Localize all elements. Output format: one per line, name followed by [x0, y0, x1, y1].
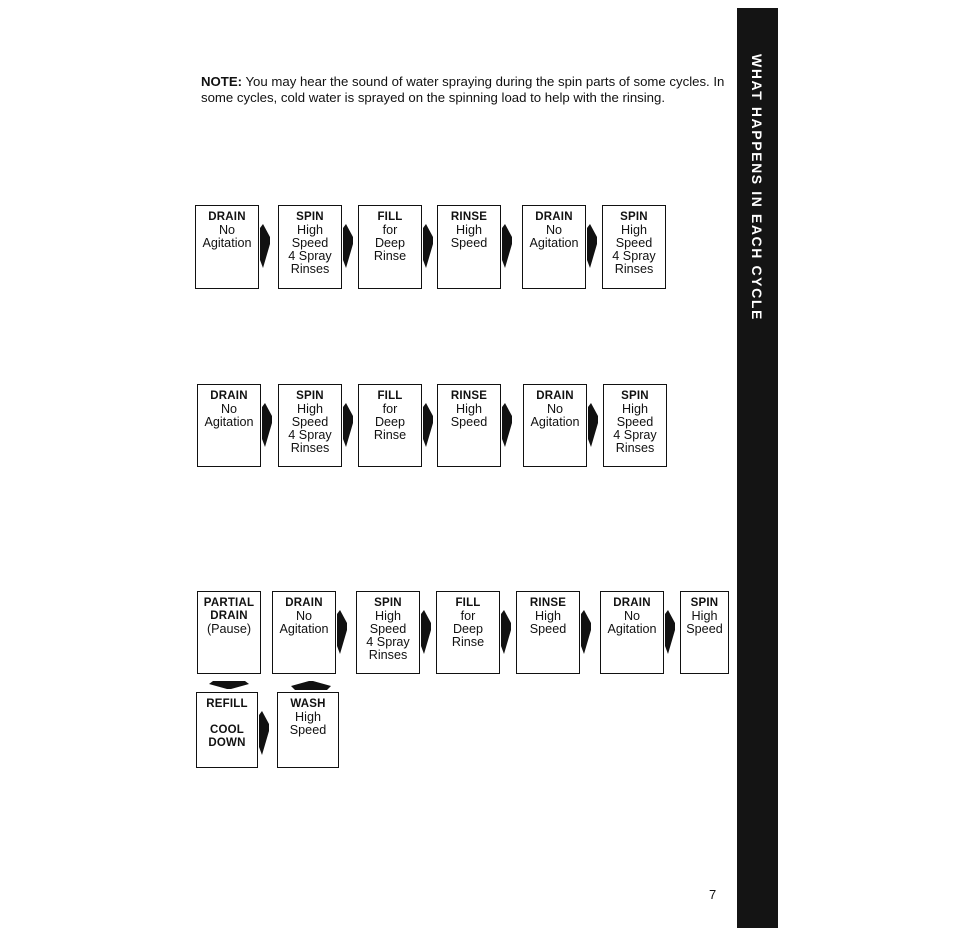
- step-line: Rinses: [614, 262, 654, 276]
- flow-arrow-icon: [421, 610, 431, 654]
- cycle-step-row1-3: [358, 205, 422, 289]
- step-line: Agitation: [202, 236, 252, 250]
- step-line: COOL: [209, 724, 245, 736]
- step-line: Rinses: [290, 441, 330, 455]
- step-line: Rinses: [368, 648, 408, 662]
- step-line: Speed: [686, 622, 723, 636]
- step-line: 4 Spray: [288, 428, 332, 442]
- step-title: FILL: [377, 211, 403, 223]
- flow-arrow-icon: [501, 610, 511, 654]
- flow-arrow-icon: [262, 403, 272, 447]
- step-title: DRAIN: [208, 211, 246, 223]
- step-line: Speed: [450, 415, 488, 429]
- step-title: RINSE: [450, 390, 488, 402]
- step-line: Speed: [529, 622, 567, 636]
- cycle-step-row2-2: [278, 384, 342, 467]
- step-title: WASH: [290, 698, 326, 710]
- step-line: No: [220, 402, 238, 416]
- flow-arrow-icon: [259, 711, 269, 755]
- note-text: You may hear the sound of water spraying during the spin parts of some cycles. In some cycles, cold water is sprayed on the spinning load to help with the rinsing.: [201, 74, 725, 105]
- note-label: NOTE:: [201, 74, 243, 89]
- step-line: Agitation: [607, 622, 657, 636]
- step-line: Deep: [452, 622, 484, 636]
- step-line: No: [218, 223, 236, 237]
- step-line: 4 Spray: [612, 249, 656, 263]
- step-line: for: [382, 402, 398, 416]
- step-line: 4 Spray: [288, 249, 332, 263]
- step-line: (Pause): [206, 622, 252, 636]
- step-title: DRAIN: [613, 597, 651, 609]
- step-line: Speed: [616, 415, 654, 429]
- step-line: High: [297, 402, 323, 416]
- step-title: FILL: [455, 597, 481, 609]
- step-line: Agitation: [530, 415, 580, 429]
- flow-arrow-icon: [665, 610, 675, 654]
- sidebar-tab: [737, 8, 778, 928]
- flow-arrow-icon: [343, 224, 353, 268]
- step-line: Speed: [615, 236, 653, 250]
- step-title: SPIN: [690, 597, 719, 609]
- cycle-step-row1-2: [278, 205, 342, 289]
- step-line: No: [295, 609, 313, 623]
- step-title: DRAIN: [210, 390, 248, 402]
- step-line: Speed: [291, 415, 329, 429]
- cycle-step-row2-3: [358, 384, 422, 467]
- flow-arrow-icon: [581, 610, 591, 654]
- step-line: High: [621, 223, 647, 237]
- cycle-step-row3-1: [197, 591, 261, 674]
- page-number: 7: [709, 887, 717, 902]
- cycle-step-row3-2: [272, 591, 336, 674]
- step-line: No: [546, 402, 564, 416]
- cycle-step-row3-5: [516, 591, 580, 674]
- step-line: Agitation: [529, 236, 579, 250]
- step-title: REFILL: [206, 698, 248, 710]
- step-line: DOWN: [208, 737, 246, 749]
- step-line: Rinse: [373, 428, 407, 442]
- step-line: Deep: [374, 236, 406, 250]
- step-title: SPIN: [296, 390, 324, 402]
- cycle-step-row4-2: [277, 692, 339, 768]
- step-line: Speed: [450, 236, 488, 250]
- cycle-step-row1-1: [195, 205, 259, 289]
- step-title: SPIN: [621, 390, 649, 402]
- step-line: for: [460, 609, 476, 623]
- cycle-step-row3-4: [436, 591, 500, 674]
- flow-arrow-icon: [343, 403, 353, 447]
- cycle-step-row1-6: [602, 205, 666, 289]
- cycle-step-row1-4: [437, 205, 501, 289]
- step-title: RINSE: [529, 597, 567, 609]
- step-line: Speed: [289, 723, 327, 737]
- step-line: High: [691, 609, 718, 623]
- flow-arrow-icon: [587, 224, 597, 268]
- cycle-step-row3-7: [680, 591, 729, 674]
- step-line: Speed: [291, 236, 329, 250]
- flow-arrow-icon: [260, 224, 270, 268]
- step-line: High: [535, 609, 561, 623]
- step-line: Rinses: [290, 262, 330, 276]
- step-line: 4 Spray: [366, 635, 410, 649]
- down-arrow-icon: [209, 677, 249, 687]
- flow-arrow-icon: [337, 610, 347, 654]
- step-line: Agitation: [279, 622, 329, 636]
- step-line: Rinse: [451, 635, 485, 649]
- step-title: SPIN: [374, 597, 402, 609]
- cycle-step-row2-4: [437, 384, 501, 467]
- step-title: SPIN: [296, 211, 324, 223]
- step-title: FILL: [377, 390, 403, 402]
- step-title: RINSE: [450, 211, 488, 223]
- cycle-step-row2-1: [197, 384, 261, 467]
- step-line: High: [456, 402, 482, 416]
- step-line: for: [382, 223, 398, 237]
- step-line: High: [375, 609, 401, 623]
- step-line: High: [622, 402, 648, 416]
- step-title: SPIN: [620, 211, 648, 223]
- step-line: High: [456, 223, 482, 237]
- step-title: DRAIN: [285, 597, 323, 609]
- cycle-step-row1-5: [522, 205, 586, 289]
- sidebar-title: WHAT HAPPENS IN EACH CYCLE: [749, 54, 765, 321]
- step-line: Deep: [374, 415, 406, 429]
- step-line: [197, 711, 257, 724]
- step-line: No: [545, 223, 563, 237]
- step-line: Speed: [369, 622, 407, 636]
- flow-arrow-icon: [588, 403, 598, 447]
- step-line: Rinses: [615, 441, 655, 455]
- flow-arrow-icon: [502, 403, 512, 447]
- step-line: Agitation: [204, 415, 254, 429]
- step-line: DRAIN: [210, 610, 248, 622]
- step-line: High: [297, 223, 323, 237]
- cycle-step-row3-6: [600, 591, 664, 674]
- step-title: DRAIN: [536, 390, 574, 402]
- step-line: 4 Spray: [613, 428, 657, 442]
- cycle-step-row2-5: [523, 384, 587, 467]
- cycle-step-row3-3: [356, 591, 420, 674]
- step-line: Rinse: [373, 249, 407, 263]
- cycle-step-row4-1: [196, 692, 258, 768]
- note-paragraph: [201, 74, 731, 105]
- step-line: No: [623, 609, 641, 623]
- flow-arrow-icon: [423, 403, 433, 447]
- cycle-step-row2-6: [603, 384, 667, 467]
- step-title: DRAIN: [535, 211, 573, 223]
- flow-arrow-icon: [423, 224, 433, 268]
- step-line: High: [295, 710, 321, 724]
- flow-arrow-icon: [502, 224, 512, 268]
- up-arrow-icon: [291, 678, 331, 688]
- step-title: PARTIAL: [203, 597, 255, 609]
